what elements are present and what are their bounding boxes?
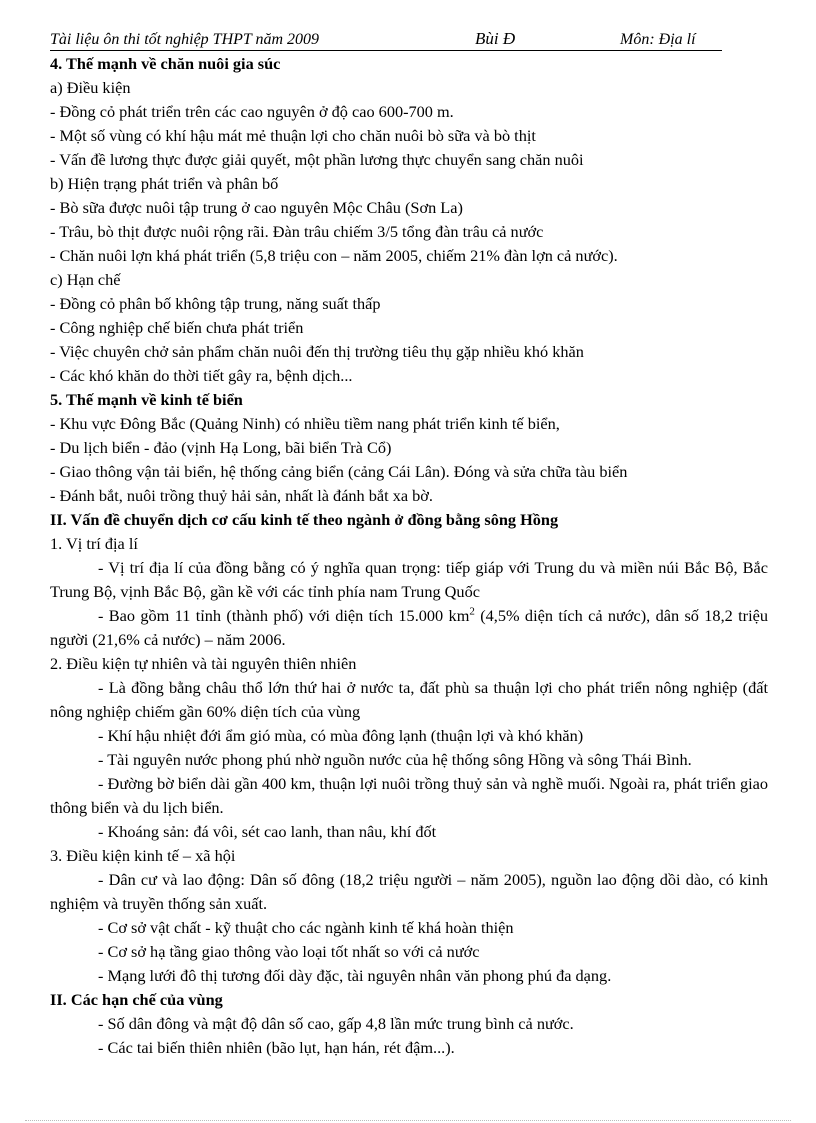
subsection-heading: c) Hạn chế <box>50 270 121 289</box>
subsection-heading: 2. Điều kiện tự nhiên và tài nguyên thiên nhiên <box>50 654 357 673</box>
paragraph: - Là đồng bằng châu thổ lớn thứ hai ở nước ta, đất phù sa thuận lợi cho phát triển nông nghiệp (đất nông nghiệp chiếm gần 60% diện tích của vùng <box>50 678 768 721</box>
paragraph: - Dân cư và lao động: Dân số đông (18,2 triệu người – năm 2005), nguồn lao động dồi dào, có kinh nghiệm và truyền thống sản xuất. <box>50 870 768 913</box>
bullet-line: - Chăn nuôi lợn khá phát triển (5,8 triệu con – năm 2005, chiếm 21% đàn lợn cả nước). <box>50 246 618 265</box>
superscript: 2 <box>469 605 475 618</box>
bullet-line: - Một số vùng có khí hậu mát mẻ thuận lợi cho chăn nuôi bò sữa và bò thịt <box>50 126 536 145</box>
subsection-heading: 3. Điều kiện kinh tế – xã hội <box>50 846 236 865</box>
paragraph-text: - Bao gồm 11 tỉnh (thành phố) với diện tích 15.000 km <box>98 606 470 625</box>
subsection-heading: a) Điều kiện <box>50 78 131 97</box>
paragraph: - Số dân đông và mật độ dân số cao, gấp 4,8 lần mức trung bình cả nước. <box>98 1014 574 1033</box>
bullet-line: - Trâu, bò thịt được nuôi rộng rãi. Đàn trâu chiếm 3/5 tổng đàn trâu cả nước <box>50 222 544 241</box>
page-bottom-border <box>25 1120 791 1121</box>
bullet-line: - Vấn đề lương thực được giải quyết, một phần lương thực chuyển sang chăn nuôi <box>50 150 584 169</box>
paragraph: - Các tai biến thiên nhiên (bão lụt, hạn hán, rét đậm...). <box>98 1038 455 1057</box>
subsection-heading: b) Hiện trạng phát triển và phân bố <box>50 174 279 193</box>
bullet-line: - Đánh bắt, nuôi trồng thuỷ hải sản, nhất là đánh bắt xa bờ. <box>50 486 433 505</box>
page-header <box>50 30 722 51</box>
paragraph: - Mạng lưới đô thị tương đối dày đặc, tài nguyên nhân văn phong phú đa dạng. <box>98 966 612 985</box>
bullet-line: - Các khó khăn do thời tiết gây ra, bệnh dịch... <box>50 366 353 385</box>
paragraph: - Cơ sở vật chất - kỹ thuật cho các ngành kinh tế khá hoàn thiện <box>98 918 514 937</box>
section-4-heading: 4. Thế mạnh về chăn nuôi gia súc <box>50 54 281 73</box>
bullet-line: - Bò sữa được nuôi tập trung ở cao nguyên Mộc Châu (Sơn La) <box>50 198 463 217</box>
paragraph: - Khí hậu nhiệt đới ẩm gió mùa, có mùa đông lạnh (thuận lợi và khó khăn) <box>98 726 584 745</box>
paragraph-text: (4,5% diện tích cả nước), dân số 18,2 triệu người (21,6% cả nước) – năm 2006. <box>50 606 768 649</box>
header-document-title: Tài liệu ôn thi tốt nghiệp THPT năm 2009 <box>50 31 320 48</box>
subsection-heading: 1. Vị trí địa lí <box>50 534 138 553</box>
paragraph: - Khoáng sản: đá vôi, sét cao lanh, than nâu, khí đốt <box>98 822 437 841</box>
bullet-line: - Khu vực Đông Bắc (Quảng Ninh) có nhiều tiềm nang phát triển kinh tế biển, <box>50 414 560 433</box>
bullet-line: - Đồng cỏ phân bố không tập trung, năng suất thấp <box>50 294 381 313</box>
paragraph: - Cơ sở hạ tầng giao thông vào loại tốt nhất so với cả nước <box>98 942 480 961</box>
paragraph: - Đường bờ biển dài gần 400 km, thuận lợi nuôi trồng thuỷ sản và nghề muối. Ngoài ra, phát triển giao thông biển và du lịch biển. <box>50 774 768 817</box>
section-limitations-heading: II. Các hạn chế của vùng <box>50 990 223 1009</box>
paragraph: - Tài nguyên nước phong phú nhờ nguồn nước của hệ thống sông Hồng và sông Thái Bình. <box>98 750 692 769</box>
section-II-heading: II. Vấn đề chuyển dịch cơ cấu kinh tế theo ngành ở đồng bằng sông Hồng <box>50 510 559 529</box>
bullet-line: - Đồng cỏ phát triển trên các cao nguyên ở độ cao 600-700 m. <box>50 102 454 121</box>
bullet-line: - Việc chuyên chở sản phẩm chăn nuôi đến thị trường tiêu thụ gặp nhiều khó khăn <box>50 342 584 361</box>
document-body <box>50 52 768 1060</box>
paragraph <box>50 604 768 652</box>
header-subject: Môn: Địa lí <box>620 31 696 48</box>
bullet-line: - Giao thông vận tải biển, hệ thống cảng biển (cảng Cái Lân). Đóng và sửa chữa tàu biển <box>50 462 628 481</box>
section-5-heading: 5. Thế mạnh về kinh tế biển <box>50 390 243 409</box>
paragraph: - Vị trí địa lí của đồng bằng có ý nghĩa quan trọng: tiếp giáp với Trung du và miền núi Bắc Bộ, Bắc Trung Bộ, vịnh Bắc Bộ, gần kề với các tỉnh phía nam Trung Quốc <box>50 558 768 601</box>
header-author-logo: Bùi Đ <box>475 29 516 48</box>
bullet-line: - Công nghiệp chế biến chưa phát triển <box>50 318 304 337</box>
bullet-line: - Du lịch biển - đảo (vịnh Hạ Long, bãi biển Trà Cổ) <box>50 438 392 457</box>
